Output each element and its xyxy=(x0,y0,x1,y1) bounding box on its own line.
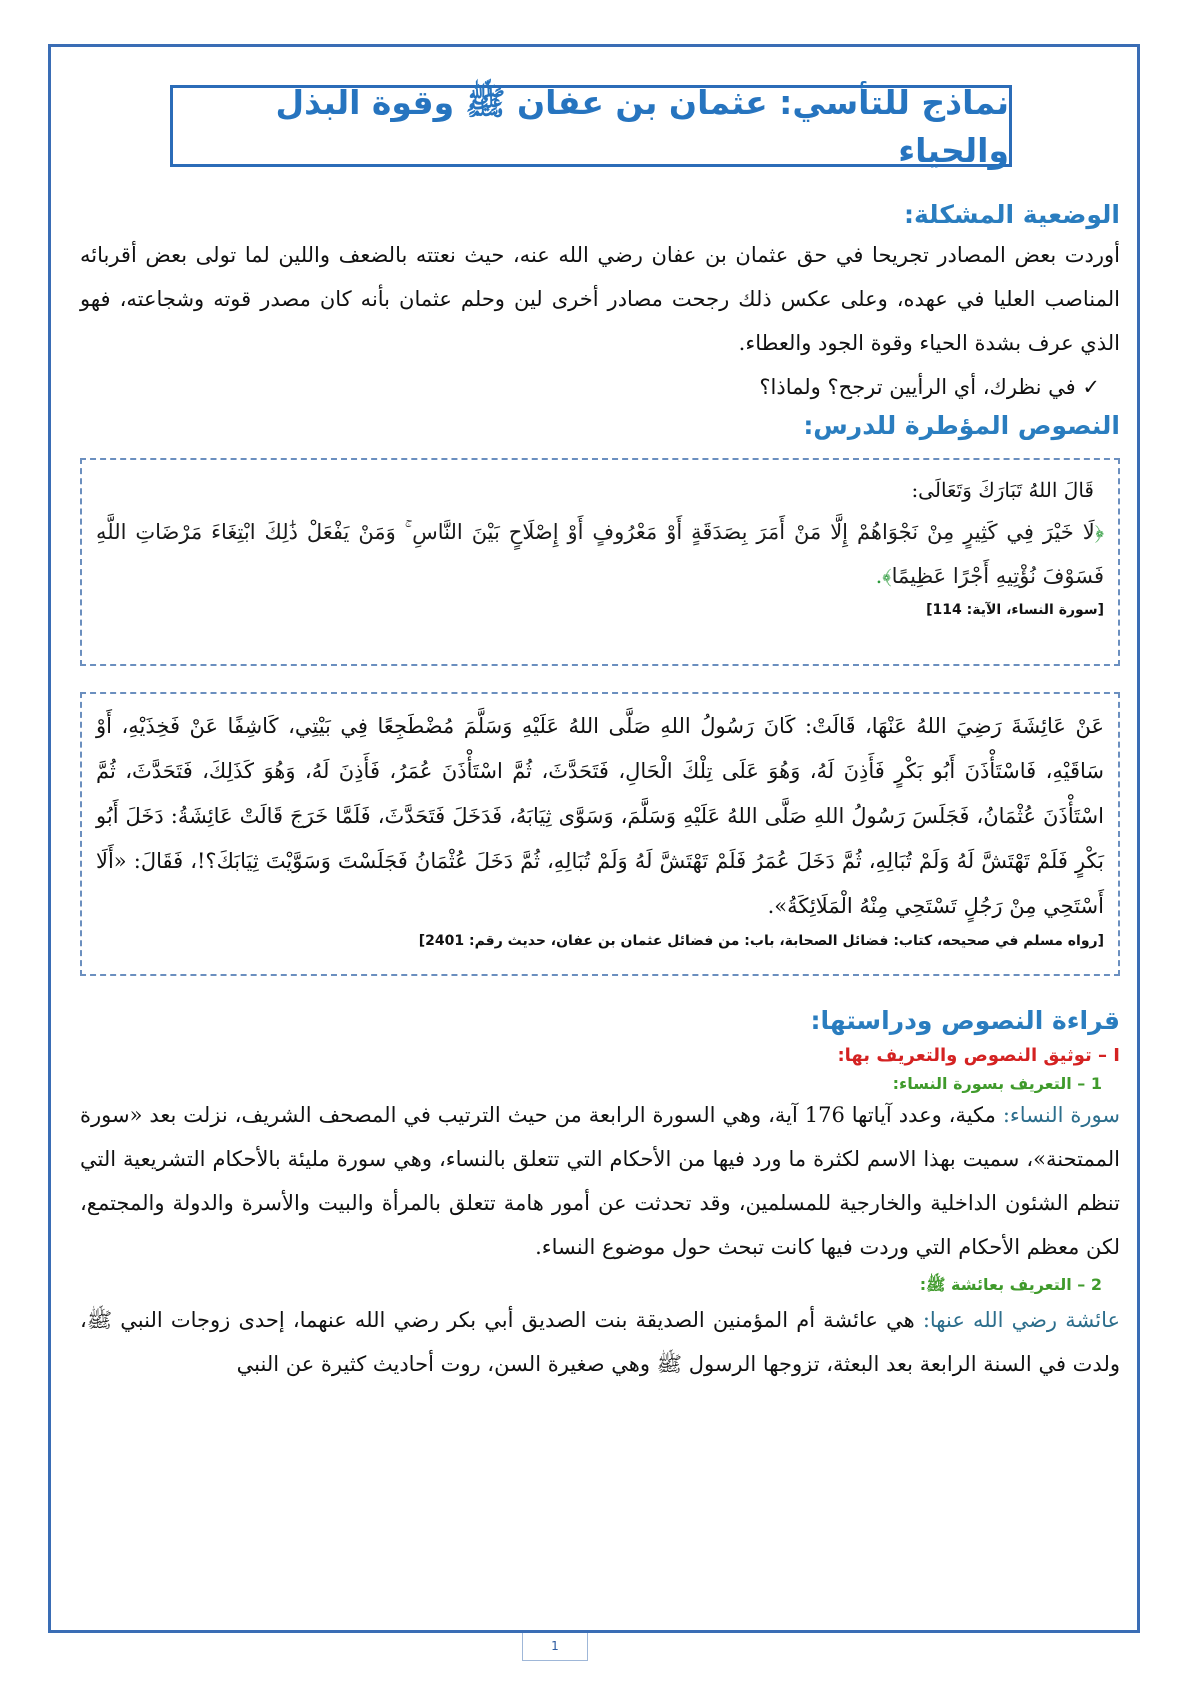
aisha-paragraph xyxy=(80,1298,1120,1386)
content xyxy=(80,200,1120,1386)
surah-subheading: 1 – التعريف بسورة النساء: xyxy=(892,1074,1102,1093)
hadith-text: عَنْ عَائِشَةَ رَضِيَ اللهُ عَنْهَا، قَالَتْ: كَانَ رَسُولُ اللهِ صَلَّى اللهُ عَلَيْهِ وَسَلَّمَ مُضْطَجِعًا فِي بَيْتِي، كَاشِفًا عَنْ فَخِذَيْهِ، أَوْ سَاقَيْهِ، فَاسْتَأْذَنَ أَبُو بَكْرٍ فَأَذِنَ لَهُ، وَهُوَ عَلَى تِلْكَ الْحَالِ، فَتَحَدَّثَ، ثُمَّ اسْتَأْذَنَ عُمَرُ، فَأَذِنَ لَهُ، وَهُوَ كَذَلِكَ، فَتَحَدَّثَ، ثُمَّ اسْتَأْذَنَ عُثْمَانُ، فَجَلَسَ رَسُولُ اللهِ صَلَّى اللهُ عَلَيْهِ وَسَلَّمَ، وَسَوَّى ثِيَابَهُ، فَدَخَلَ فَتَحَدَّثَ، فَلَمَّا خَرَجَ قَالَتْ عَائِشَةُ: دَخَلَ أَبُو بَكْرٍ فَلَمْ تَهْتَشَّ لَهُ وَلَمْ تُبَالِهِ، ثُمَّ دَخَلَ عُمَرُ فَلَمْ تَهْتَشَّ لَهُ وَلَمْ تُبَالِهِ، ثُمَّ دَخَلَ عُثْمَانُ فَجَلَسْتَ وَسَوَّيْتَ ثِيَابَكَ؟!، فَقَالَ: «أَلَا أَسْتَحِي مِنْ رَجُلٍ تَسْتَحِي مِنْهُ الْمَلَائِكَةُ». xyxy=(96,714,1104,918)
verse-text xyxy=(96,510,1104,598)
verse-box xyxy=(80,458,1120,666)
aisha-text: هي عائشة أم المؤمنين الصديقة بنت الصديق أبي بكر رضي الله عنهما، إحدى زوجات النبي ﷺ، ولدت في السنة الرابعة بعد البعثة، تزوجها الرسول ﷺ وهي صغيرة السن، روت أحاديث كثيرة عن النبي xyxy=(80,1308,1120,1376)
verse-intro: قَالَ اللهُ تَبَارَكَ وَتَعَالَى: xyxy=(911,478,1094,502)
problem-question: في نظرك، أي الرأيين ترجح؟ ولماذا؟ xyxy=(759,375,1076,399)
verse-body: لَا خَيْرَ فِي كَثِيرٍ مِنْ نَجْوَاهُمْ إِلَّا مَنْ أَمَرَ بِصَدَقَةٍ أَوْ مَعْرُوفٍ أَوْ إِصْلَاحٍ بَيْنَ النَّاسِ ۚ وَمَنْ يَفْعَلْ ذَٰلِكَ ابْتِغَاءَ مَرْضَاتِ اللَّهِ فَسَوْفَ نُؤْتِيهِ أَجْرًا عَظِيمًا xyxy=(96,520,1104,588)
hadith-box xyxy=(80,692,1120,976)
aisha-subheading: 2 – التعريف بعائشة ﷺ: xyxy=(919,1275,1102,1294)
surah-paragraph xyxy=(80,1093,1120,1269)
surah-text: مكية، وعدد آياتها 176 آية، وهي السورة الرابعة من حيث الترتيب في المصحف الشريف، نزلت بعد «سورة الممتحنة»، سميت بهذا الاسم لكثرة ما ورد فيها من الأحكام التي تتعلق بالنساء، وهي سورة مليئة بالأحكام التشريعية التي تنظم الشئون الداخلية والخارجية للمسلمين، وقد تحدثت عن أمور هامة تتعلق بالمرأة والبيت والأسرة والدولة والمجتمع، لكن معظم الأحكام التي وردت فيها كانت تبحث حول موضوع النساء. xyxy=(80,1103,1120,1259)
verse-close-bracket: ﴾. xyxy=(875,564,892,588)
page-number: 1 xyxy=(522,1633,588,1661)
texts-heading: النصوص المؤطرة للدرس: xyxy=(803,411,1120,440)
verse-open-bracket: ﴿ xyxy=(1094,520,1104,544)
aisha-lead: عائشة رضي الله عنها: xyxy=(922,1308,1120,1332)
title-box xyxy=(170,82,1012,170)
documentation-subheading: I – توثيق النصوص والتعريف بها: xyxy=(837,1045,1120,1066)
reading-heading: قراءة النصوص ودراستها: xyxy=(810,1006,1120,1035)
problem-heading: الوضعية المشكلة: xyxy=(903,200,1120,229)
surah-lead: سورة النساء: xyxy=(1002,1103,1120,1127)
page-title: نماذج للتأسي: عثمان بن عفان ﷺ وقوة البذل والحياء xyxy=(275,82,1009,170)
verse-reference: [سورة النساء، الآية: 114] xyxy=(926,602,1104,618)
check-icon: ✓ xyxy=(1082,375,1100,399)
problem-text: أوردت بعض المصادر تجريحا في حق عثمان بن عفان رضي الله عنه، حيث نعتته بالضعف واللين لما تولى بعض أقربائه المناصب العليا في عهده، وعلى عكس ذلك رجحت مصادر أخرى لين وحلم عثمان بأنه كان مصدر قوته وشجاعته، فهو الذي عرف بشدة الحياء وقوة الجود والعطاء. xyxy=(80,243,1121,355)
hadith-reference: [رواه مسلم في صحيحه، كتاب: فضائل الصحابة، باب: من فضائل عثمان بن عفان، حديث رقم: 2401] xyxy=(418,933,1104,949)
problem-question-line xyxy=(80,365,1100,409)
